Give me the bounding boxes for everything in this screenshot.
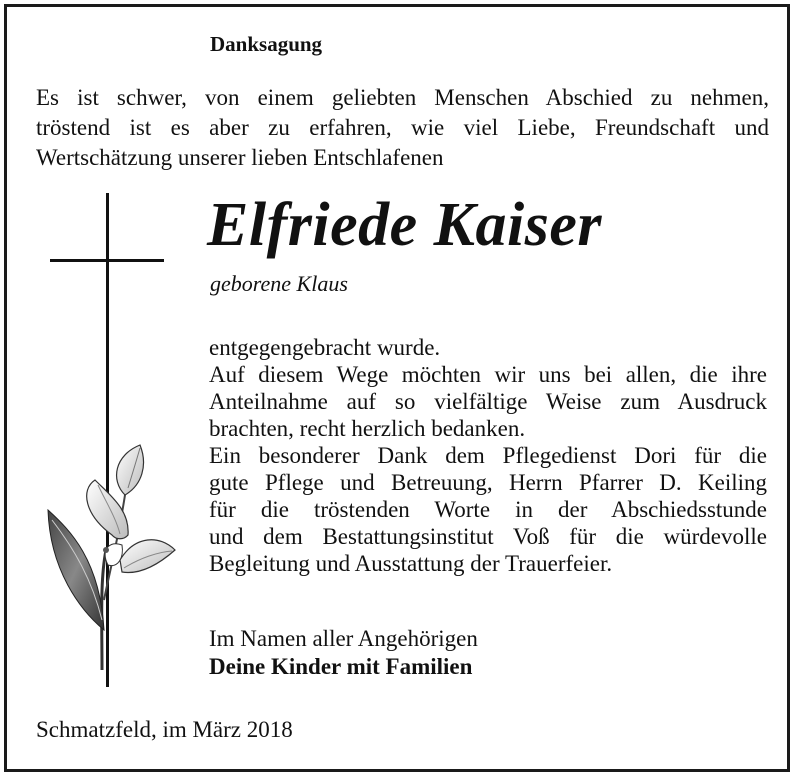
signature-line-1: Im Namen aller Angehörigen xyxy=(209,626,478,651)
intro-line-1: Es ist schwer, von einem geliebten Menschen Abschied zu nehmen, xyxy=(36,85,769,110)
signature-line-2: Deine Kinder mit Familien xyxy=(209,654,473,679)
body-line-5: Ein besonderer Dank dem Pflegedienst Dori für die xyxy=(209,443,767,468)
body-line-9: Begleitung und Ausstattung der Trauerfeier. xyxy=(209,551,613,576)
lily-flower-icon xyxy=(40,440,180,670)
place-date: Schmatzfeld, im März 2018 xyxy=(36,717,293,742)
intro-line-3: Wertschätzung unserer lieben Entschlafenen xyxy=(36,145,444,170)
deceased-name: Elfriede Kaiser xyxy=(207,191,602,259)
signature-block xyxy=(209,625,478,681)
body-line-3: Anteilnahme auf so vielfältige Weise zum Ausdruck xyxy=(209,389,767,414)
body-line-4: brachten, recht herzlich bedanken. xyxy=(209,416,526,441)
intro-line-2: tröstend ist es aber zu erfahren, wie viel Liebe, Freundschaft und xyxy=(36,115,769,140)
body-line-2: Auf diesem Wege möchten wir uns bei allen, die ihre xyxy=(209,362,767,387)
notice-heading: Danksagung xyxy=(210,32,323,56)
maiden-name: geborene Klaus xyxy=(210,271,348,296)
body-line-7: für die tröstenden Worte in der Abschiedsstunde xyxy=(209,497,767,522)
cross-horizontal-bar xyxy=(50,259,164,262)
body-line-6: gute Pflege und Betreuung, Herrn Pfarrer D. Keiling xyxy=(209,470,767,495)
thanks-body xyxy=(209,334,767,577)
body-line-8: und dem Bestattungsinstitut Voß für die würdevolle xyxy=(209,524,767,549)
body-line-1: entgegengebracht wurde. xyxy=(209,335,441,360)
intro-text xyxy=(36,83,769,173)
